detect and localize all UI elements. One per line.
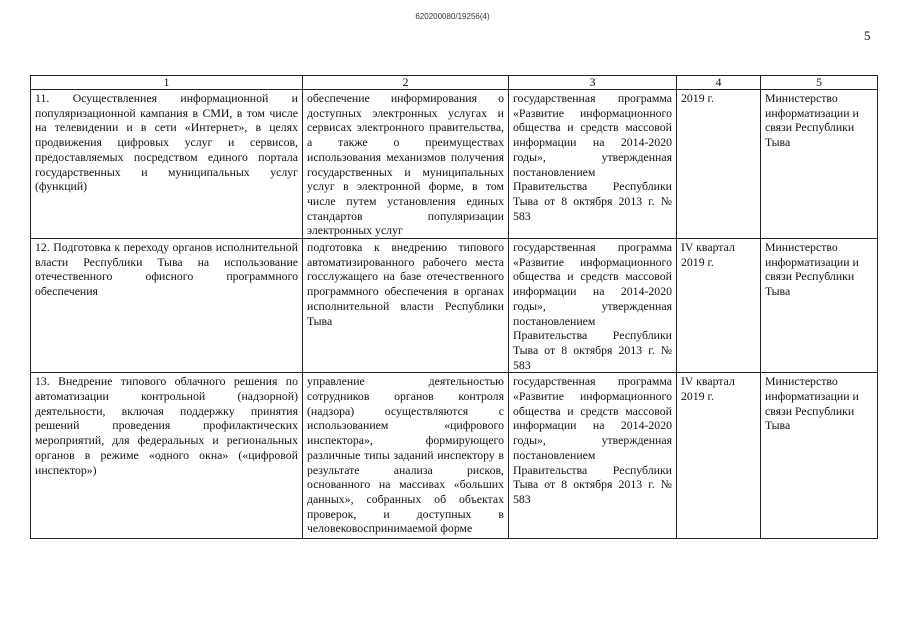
column-number-1: 1 <box>31 76 303 90</box>
content-cell: подготовка к внедрению типового автоматизированного рабочего места госслужащего на базе отечественного программного обеспечения в органах исполнительной власти Республики Тыва <box>303 239 509 373</box>
page-number: 5 <box>864 28 871 43</box>
document-id: 620200080/19256(4) <box>415 12 490 21</box>
responsible-cell: Министерство информатизации и связи Республики Тыва <box>761 373 878 539</box>
measure-cell: 13. Внедрение типового облачного решения по автоматизации контрольной (надзорной) деятельности, включая поддержку принятия решений проведения профилактических мероприятий, для федеральных и региональных органов в режиме «одного окна» («цифровой инспектор») <box>31 373 303 539</box>
basis-cell: государственная программа «Развитие информационного общества и средств массовой информации на 2014-2020 годы», утвержденная постановлением Правительства Республики Тыва от 8 октября 2013 г. № 583 <box>509 373 677 539</box>
column-number-4: 4 <box>677 76 761 90</box>
responsible-cell: Министерство информатизации и связи Республики Тыва <box>761 90 878 239</box>
deadline-cell: IV квартал 2019 г. <box>677 373 761 539</box>
column-number-5: 5 <box>761 76 878 90</box>
plan-table <box>30 75 878 539</box>
responsible-cell: Министерство информатизации и связи Республики Тыва <box>761 239 878 373</box>
measure-cell: 11. Осуществлениея информационной и популяризационной кампания в СМИ, в том числе на телевидении и в сети «Интернет», в целях продвижения цифровых услуг и сервисов, предоставляемых посредством единого портала государственных и муниципальных услуг (функций) <box>31 90 303 239</box>
measure-cell: 12. Подготовка к переходу органов исполнительной власти Республики Тыва на использование отечественного офисного программного обеспечения <box>31 239 303 373</box>
deadline-cell: IV квартал 2019 г. <box>677 239 761 373</box>
basis-cell: государственная программа «Развитие информационного общества и средств массовой информации на 2014-2020 годы», утвержденная постановлением Правительства Республики Тыва от 8 октября 2013 г. № 583 <box>509 90 677 239</box>
deadline-cell: 2019 г. <box>677 90 761 239</box>
table-header-row <box>31 76 878 90</box>
basis-cell: государственная программа «Развитие информационного общества и средств массовой информации на 2014-2020 годы», утвержденная постановлением Правительства Республики Тыва от 8 октября 2013 г. № 583 <box>509 239 677 373</box>
table-row <box>31 90 878 239</box>
table-row <box>31 373 878 539</box>
content-cell: управление деятельностью сотрудников органов контроля (надзора) осуществляются с использованием «цифрового инспектора», формирующего различные типы заданий инспектору в результате анализа рисков, основанного на массивах «больших данных», собранных об объектах проверок, и доступных в человековоспринимаемой форме <box>303 373 509 539</box>
column-number-3: 3 <box>509 76 677 90</box>
column-number-2: 2 <box>303 76 509 90</box>
content-cell: обеспечение информирования о доступных электронных услугах и сервисах электронного правительства, а также о преимуществах использования механизмов получения государственных и муниципальных услуг в электронной форме, в том числе путем установления единых стандартов популяризации электронных услуг <box>303 90 509 239</box>
table-row <box>31 239 878 373</box>
